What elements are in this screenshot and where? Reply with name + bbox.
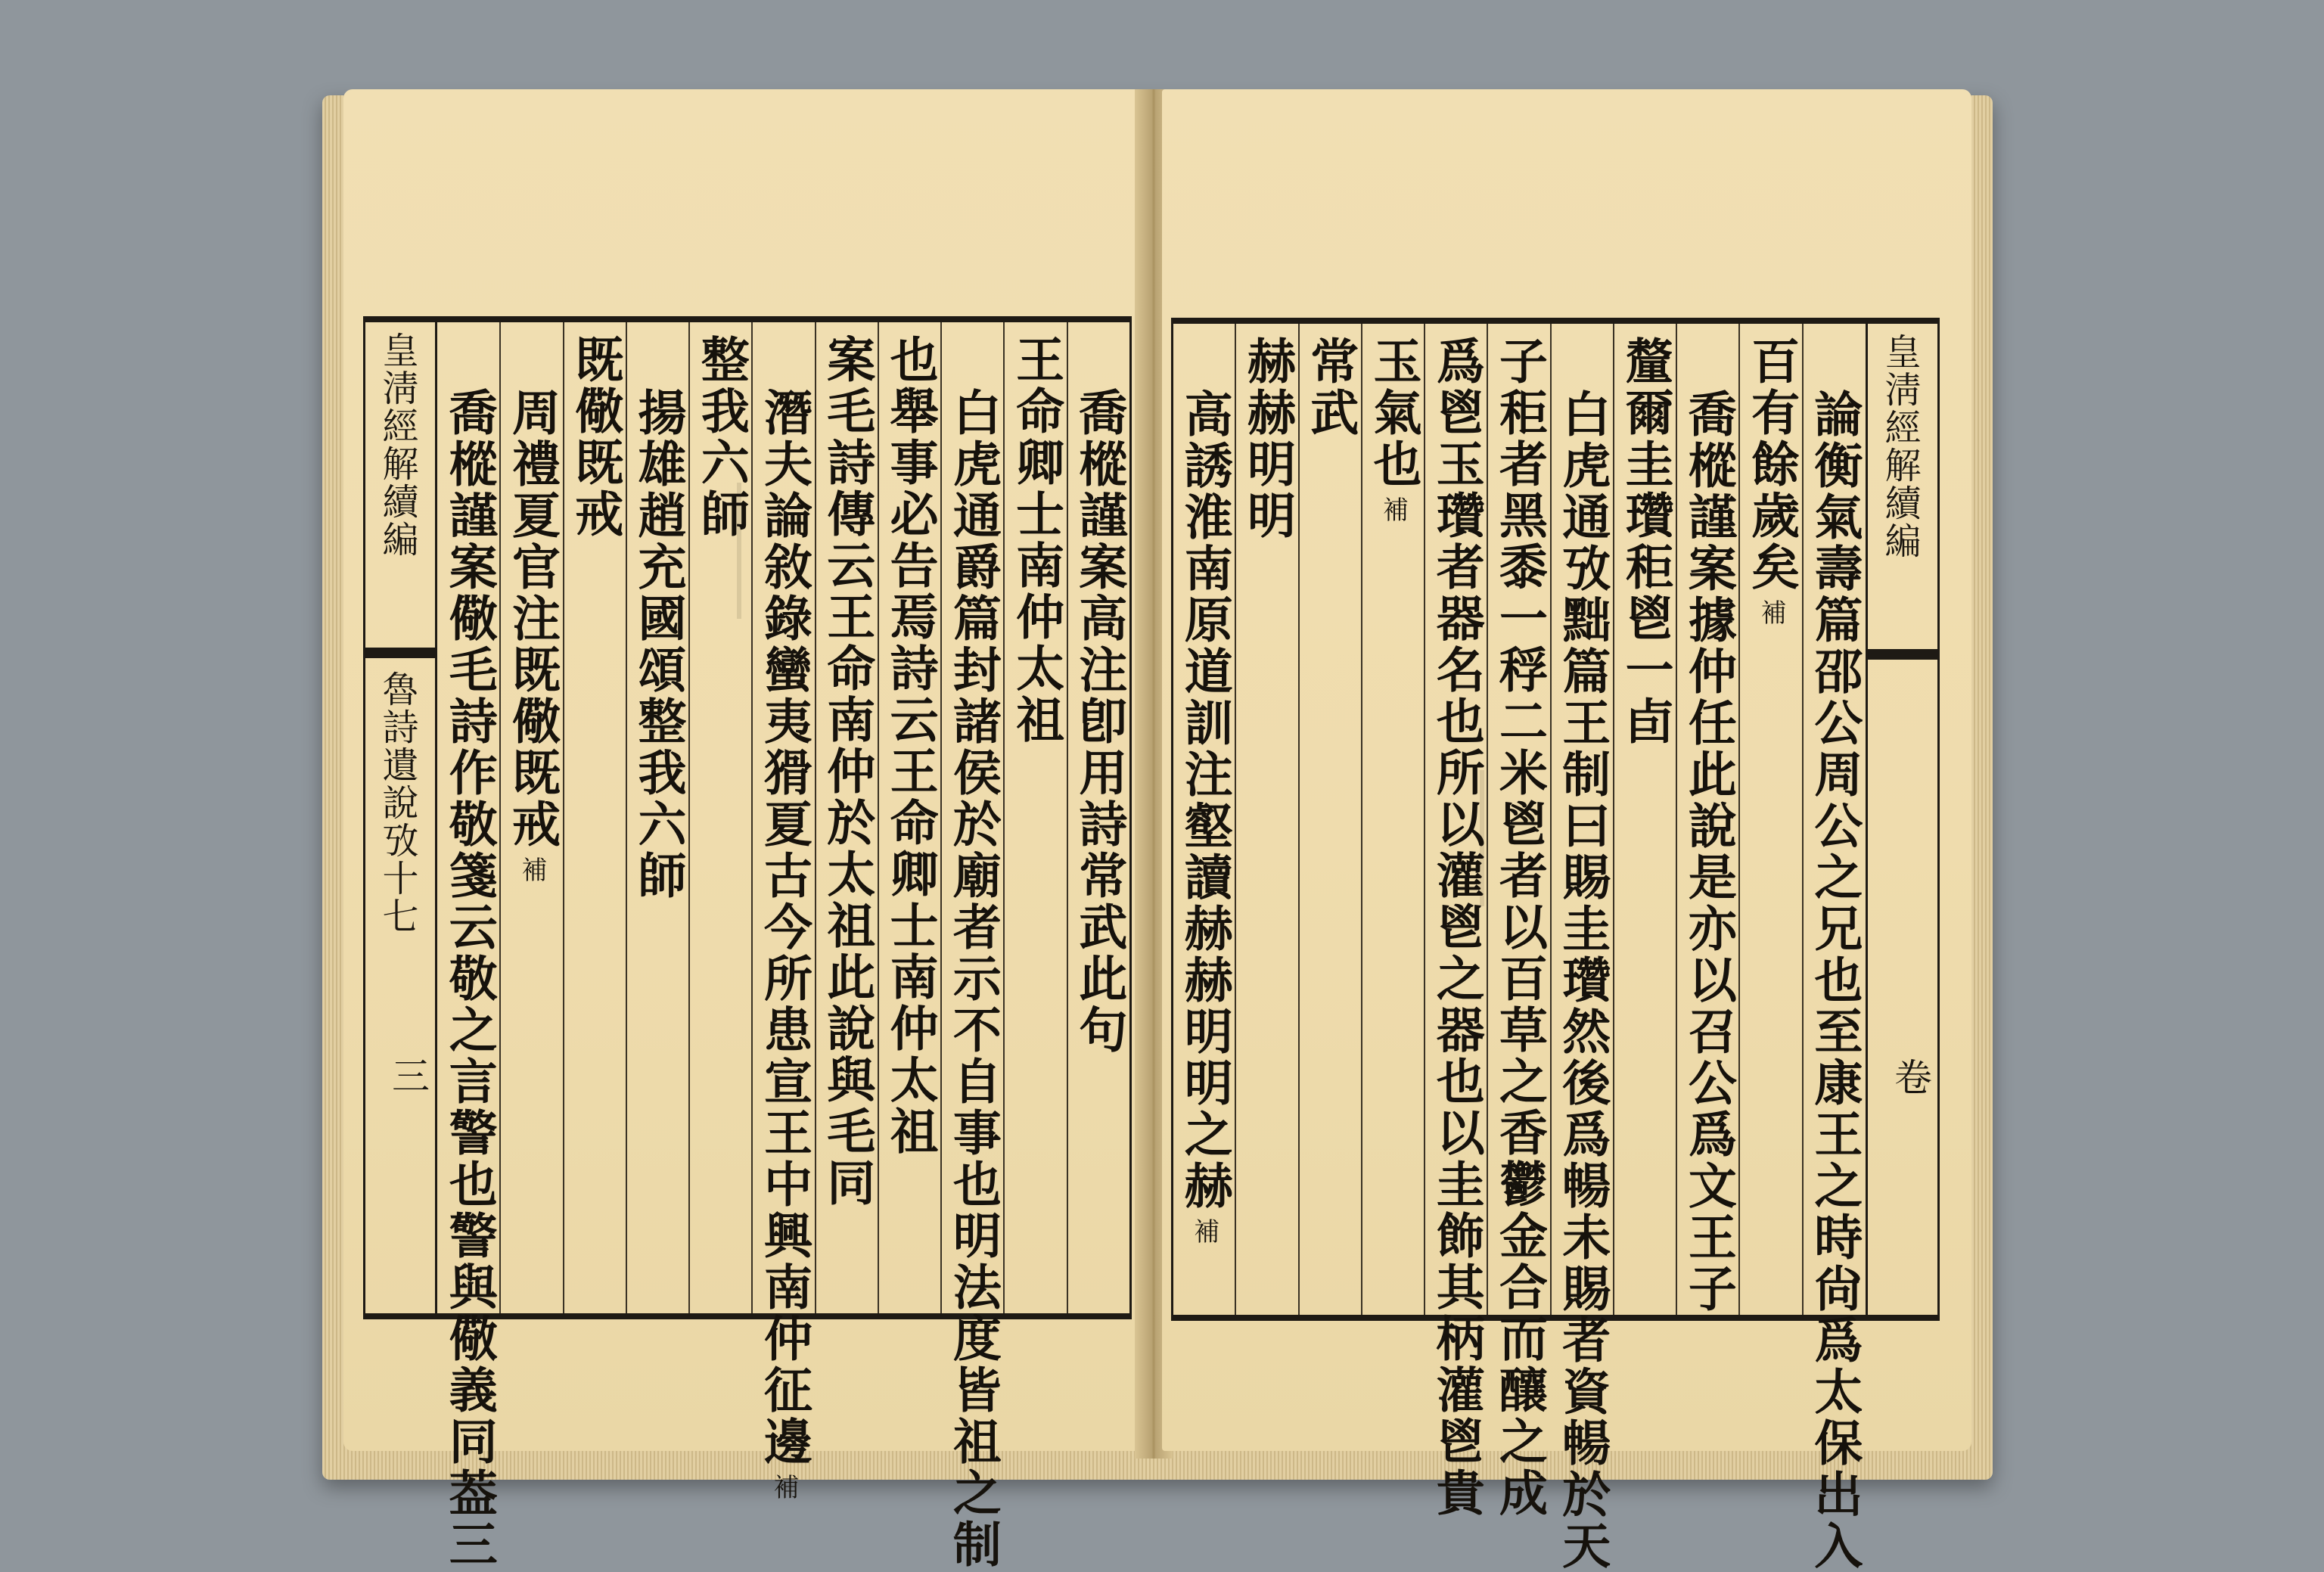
column-main-text: 常武 — [1302, 336, 1359, 439]
column-main-text: 案毛詩傳云王命南仲於太祖此說與毛同 — [819, 334, 876, 1209]
right-text-columns — [1173, 324, 1865, 1572]
column-main-text: 爲鬯玉瓚者器名也所以灌鬯之器也以圭飾其柄灌鬯貴 — [1428, 336, 1485, 1519]
text-column — [499, 322, 562, 1313]
column-text — [1071, 387, 1126, 1056]
column-main-text: 百有餘歲矣 — [1743, 336, 1800, 593]
column-text — [1807, 389, 1861, 1572]
column-text — [1303, 336, 1357, 439]
left-page-frame — [363, 316, 1132, 1570]
column-note: 補 — [1188, 1218, 1219, 1244]
text-column — [1298, 324, 1361, 1315]
column-main-text: 釐爾圭瓚秬鬯一卣 — [1617, 336, 1674, 747]
column-text — [1555, 389, 1609, 1572]
text-column — [563, 322, 626, 1313]
text-column — [1067, 322, 1129, 1313]
text-column — [1173, 324, 1235, 1315]
right-page — [1162, 89, 1971, 1572]
column-main-text: 潛夫論敘錄蠻夷猾夏古今所患宣王中興南仲征邊 — [756, 387, 813, 1468]
text-column — [1361, 324, 1424, 1315]
column-text — [1240, 336, 1294, 542]
column-text — [1681, 389, 1735, 1315]
column-main-text: 高誘淮南原道訓注壑讀赫赫明明之赫 — [1176, 389, 1233, 1212]
column-main-text: 喬樅謹案據仲任此說是亦以召公爲文王子 — [1679, 389, 1737, 1315]
column-main-text: 周禮夏官注既儆既戒 — [503, 387, 561, 850]
column-text — [442, 387, 496, 1570]
column-note: 補 — [1756, 599, 1787, 625]
column-main-text: 赫赫明明 — [1238, 336, 1296, 542]
column-main-text: 子秬者黑黍一稃二米鬯者以百草之香鬱金合而釀之成 — [1491, 336, 1549, 1519]
text-column — [1738, 324, 1801, 1315]
column-text — [631, 387, 685, 902]
column-main-text: 揚雄趙充國頌整我六師 — [629, 387, 687, 902]
column-text — [567, 334, 622, 540]
left-banxin-title-text: 皇淸經解續編 — [376, 331, 418, 558]
column-main-text: 喬樅謹案高注卽用詩常武此句 — [1070, 387, 1128, 1056]
column-text — [1744, 336, 1798, 625]
column-text — [883, 334, 937, 1157]
left-banxin-title — [376, 331, 418, 558]
right-banxin-folio: 卷 — [1888, 1058, 1932, 1095]
column-text — [1491, 336, 1549, 1519]
column-text — [757, 387, 811, 1499]
column-text — [1366, 336, 1421, 522]
column-main-text: 論衡氣壽篇邵公周公之兄也至康王之時尙爲太保出入 — [1806, 389, 1863, 1572]
column-text — [1177, 389, 1232, 1244]
column-main-text: 玉氣也 — [1365, 336, 1422, 490]
column-main-text: 也舉事必告焉詩云王命卿士南仲太祖 — [881, 334, 939, 1157]
right-page-frame — [1171, 318, 1940, 1572]
text-column — [878, 322, 940, 1313]
column-main-text: 白虎通爵篇封諸侯於廟者示不自事也明法度皆祖之制 — [944, 387, 1002, 1570]
text-column — [438, 322, 499, 1570]
column-note: 補 — [516, 856, 547, 882]
text-column — [1487, 324, 1549, 1519]
text-column — [1550, 324, 1613, 1572]
open-book — [333, 89, 1982, 1572]
column-main-text: 白虎通攷黜篇王制曰賜圭瓚然後爲暢未賜者資暢於天 — [1554, 389, 1611, 1572]
text-column — [1003, 322, 1066, 1313]
text-column — [1235, 324, 1297, 1315]
left-page — [343, 89, 1145, 1570]
fish-tail-mark — [365, 648, 435, 658]
column-text — [1008, 334, 1063, 746]
text-column — [1613, 324, 1676, 1315]
left-banxin — [365, 322, 437, 1313]
right-banxin-title-text: 皇淸經解續編 — [1878, 333, 1921, 560]
text-column — [1424, 324, 1487, 1519]
column-main-text: 既儆既戒 — [567, 334, 624, 540]
column-text — [1618, 336, 1673, 747]
text-column — [1676, 324, 1738, 1315]
column-text — [694, 334, 748, 540]
column-main-text: 喬樅謹案儆毛詩作敬箋云敬之言警也警與儆義同葢三 — [440, 387, 498, 1570]
text-column — [815, 322, 878, 1313]
column-text — [505, 387, 559, 882]
column-text — [1429, 336, 1484, 1519]
column-note: 補 — [769, 1474, 800, 1499]
text-column — [751, 322, 814, 1499]
column-text — [946, 387, 1000, 1570]
text-column — [688, 322, 751, 1313]
left-banxin-chapter — [376, 670, 418, 935]
column-main-text: 王命卿士南仲太祖 — [1008, 334, 1065, 746]
right-banxin-title — [1878, 333, 1921, 560]
column-note: 補 — [1378, 496, 1409, 522]
text-column — [626, 322, 688, 1313]
column-main-text: 整我六師 — [692, 334, 750, 540]
text-column — [940, 322, 1003, 1570]
column-text — [819, 334, 874, 1209]
text-column — [1802, 324, 1865, 1572]
left-banxin-chapter-text: 魯詩遺說攷十七 — [376, 670, 418, 935]
right-banxin — [1866, 324, 1937, 1315]
fish-tail-mark — [1868, 649, 1937, 660]
left-banxin-folio: 三 — [386, 1056, 430, 1094]
left-text-columns — [438, 322, 1129, 1570]
